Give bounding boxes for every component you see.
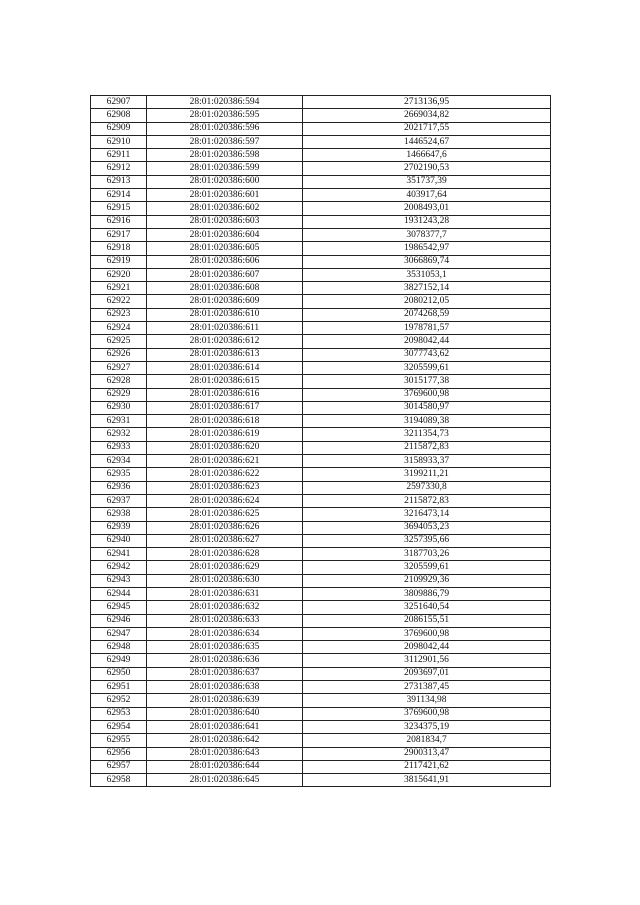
- row-number-cell: 62926: [91, 348, 147, 361]
- cadastral-number-cell: 28:01:020386:601: [147, 189, 303, 202]
- cadastral-number-cell: 28:01:020386:605: [147, 242, 303, 255]
- row-number-cell: 62923: [91, 308, 147, 321]
- cadastral-number-cell: 28:01:020386:637: [147, 667, 303, 680]
- table-row: [91, 175, 551, 188]
- table-row: [91, 654, 551, 667]
- cadastral-number-cell: 28:01:020386:630: [147, 574, 303, 587]
- cadastral-number-cell: 28:01:020386:604: [147, 228, 303, 241]
- cadastral-number-cell: 28:01:020386:627: [147, 534, 303, 547]
- cadastral-value-cell: 2098042,44: [303, 641, 551, 654]
- row-number-cell: 62932: [91, 428, 147, 441]
- row-number-cell: 62941: [91, 548, 147, 561]
- cadastral-value-cell: 3531053,1: [303, 268, 551, 281]
- row-number-cell: 62936: [91, 481, 147, 494]
- row-number-cell: 62938: [91, 508, 147, 521]
- row-number-cell: 62909: [91, 122, 147, 135]
- cadastral-number-cell: 28:01:020386:624: [147, 494, 303, 507]
- cadastral-number-cell: 28:01:020386:609: [147, 295, 303, 308]
- cadastral-number-cell: 28:01:020386:597: [147, 135, 303, 148]
- table-row: [91, 361, 551, 374]
- cadastral-number-cell: 28:01:020386:613: [147, 348, 303, 361]
- cadastral-number-cell: 28:01:020386:596: [147, 122, 303, 135]
- cadastral-value-cell: 3077743,62: [303, 348, 551, 361]
- row-number-cell: 62922: [91, 295, 147, 308]
- row-number-cell: 62921: [91, 282, 147, 295]
- cadastral-number-cell: 28:01:020386:595: [147, 109, 303, 122]
- table-row: [91, 109, 551, 122]
- cadastral-number-cell: 28:01:020386:633: [147, 614, 303, 627]
- table-row: [91, 521, 551, 534]
- table-row: [91, 202, 551, 215]
- table-row: [91, 494, 551, 507]
- cadastral-number-cell: 28:01:020386:603: [147, 215, 303, 228]
- cadastral-number-cell: 28:01:020386:626: [147, 521, 303, 534]
- cadastral-number-cell: 28:01:020386:625: [147, 508, 303, 521]
- cadastral-value-cell: 2115872,83: [303, 494, 551, 507]
- cadastral-number-cell: 28:01:020386:631: [147, 587, 303, 600]
- cadastral-value-cell: 3216473,14: [303, 508, 551, 521]
- cadastral-value-cell: 403917,64: [303, 189, 551, 202]
- cadastral-number-cell: 28:01:020386:616: [147, 388, 303, 401]
- cadastral-value-cell: 2669034,82: [303, 109, 551, 122]
- cadastral-value-cell: 2597330,8: [303, 481, 551, 494]
- cadastral-value-cell: 1446524,67: [303, 135, 551, 148]
- cadastral-number-cell: 28:01:020386:638: [147, 681, 303, 694]
- table-body: [91, 96, 551, 787]
- row-number-cell: 62930: [91, 401, 147, 414]
- table-row: [91, 295, 551, 308]
- cadastral-number-cell: 28:01:020386:632: [147, 601, 303, 614]
- row-number-cell: 62933: [91, 441, 147, 454]
- table-row: [91, 242, 551, 255]
- cadastral-value-cell: 2117421,62: [303, 760, 551, 773]
- row-number-cell: 62916: [91, 215, 147, 228]
- cadastral-value-cell: 2115872,83: [303, 441, 551, 454]
- cadastral-value-cell: 3257395,66: [303, 534, 551, 547]
- cadastral-number-cell: 28:01:020386:629: [147, 561, 303, 574]
- cadastral-number-cell: 28:01:020386:618: [147, 415, 303, 428]
- row-number-cell: 62910: [91, 135, 147, 148]
- row-number-cell: 62954: [91, 720, 147, 733]
- table-row: [91, 587, 551, 600]
- cadastral-value-cell: 1978781,57: [303, 322, 551, 335]
- cadastral-number-cell: 28:01:020386:617: [147, 401, 303, 414]
- row-number-cell: 62914: [91, 189, 147, 202]
- cadastral-value-cell: 1466647,6: [303, 149, 551, 162]
- table-row: [91, 415, 551, 428]
- cadastral-number-cell: 28:01:020386:607: [147, 268, 303, 281]
- cadastral-number-cell: 28:01:020386:612: [147, 335, 303, 348]
- table-row: [91, 681, 551, 694]
- cadastral-value-cell: 2093697,01: [303, 667, 551, 680]
- cadastral-number-cell: 28:01:020386:614: [147, 361, 303, 374]
- cadastral-value-cell: 1931243,28: [303, 215, 551, 228]
- row-number-cell: 62939: [91, 521, 147, 534]
- cadastral-value-table: [90, 95, 551, 787]
- table-row: [91, 734, 551, 747]
- row-number-cell: 62928: [91, 375, 147, 388]
- row-number-cell: 62950: [91, 667, 147, 680]
- row-number-cell: 62931: [91, 415, 147, 428]
- row-number-cell: 62925: [91, 335, 147, 348]
- cadastral-value-cell: 3066869,74: [303, 255, 551, 268]
- row-number-cell: 62934: [91, 455, 147, 468]
- cadastral-value-cell: 3194089,38: [303, 415, 551, 428]
- cadastral-value-cell: 2731387,45: [303, 681, 551, 694]
- cadastral-number-cell: 28:01:020386:640: [147, 707, 303, 720]
- table-row: [91, 215, 551, 228]
- row-number-cell: 62946: [91, 614, 147, 627]
- row-number-cell: 62937: [91, 494, 147, 507]
- cadastral-number-cell: 28:01:020386:642: [147, 734, 303, 747]
- table-row: [91, 627, 551, 640]
- cadastral-number-cell: 28:01:020386:608: [147, 282, 303, 295]
- cadastral-value-cell: 3769600,98: [303, 627, 551, 640]
- cadastral-number-cell: 28:01:020386:619: [147, 428, 303, 441]
- row-number-cell: 62958: [91, 774, 147, 787]
- cadastral-number-cell: 28:01:020386:636: [147, 654, 303, 667]
- cadastral-value-cell: 3014580,97: [303, 401, 551, 414]
- row-number-cell: 62953: [91, 707, 147, 720]
- table-row: [91, 375, 551, 388]
- cadastral-number-cell: 28:01:020386:621: [147, 455, 303, 468]
- row-number-cell: 62911: [91, 149, 147, 162]
- row-number-cell: 62956: [91, 747, 147, 760]
- row-number-cell: 62942: [91, 561, 147, 574]
- cadastral-value-cell: 3769600,98: [303, 388, 551, 401]
- cadastral-value-cell: 2098042,44: [303, 335, 551, 348]
- cadastral-value-cell: 3015177,38: [303, 375, 551, 388]
- cadastral-value-cell: 3199211,21: [303, 468, 551, 481]
- table-row: [91, 508, 551, 521]
- table-row: [91, 455, 551, 468]
- table-row: [91, 282, 551, 295]
- row-number-cell: 62908: [91, 109, 147, 122]
- table-row: [91, 135, 551, 148]
- table-row: [91, 348, 551, 361]
- table-row: [91, 614, 551, 627]
- cadastral-value-cell: 3112901,56: [303, 654, 551, 667]
- row-number-cell: 62915: [91, 202, 147, 215]
- row-number-cell: 62919: [91, 255, 147, 268]
- cadastral-number-cell: 28:01:020386:615: [147, 375, 303, 388]
- cadastral-number-cell: 28:01:020386:598: [147, 149, 303, 162]
- table-row: [91, 534, 551, 547]
- cadastral-value-cell: 2081834,7: [303, 734, 551, 747]
- cadastral-number-cell: 28:01:020386:611: [147, 322, 303, 335]
- cadastral-number-cell: 28:01:020386:639: [147, 694, 303, 707]
- cadastral-number-cell: 28:01:020386:600: [147, 175, 303, 188]
- table-row: [91, 747, 551, 760]
- table-row: [91, 401, 551, 414]
- row-number-cell: 62912: [91, 162, 147, 175]
- row-number-cell: 62929: [91, 388, 147, 401]
- row-number-cell: 62945: [91, 601, 147, 614]
- cadastral-number-cell: 28:01:020386:606: [147, 255, 303, 268]
- cadastral-number-cell: 28:01:020386:634: [147, 627, 303, 640]
- row-number-cell: 62935: [91, 468, 147, 481]
- cadastral-value-cell: 2702190,53: [303, 162, 551, 175]
- cadastral-number-cell: 28:01:020386:623: [147, 481, 303, 494]
- cadastral-value-cell: 391134,98: [303, 694, 551, 707]
- cadastral-number-cell: 28:01:020386:635: [147, 641, 303, 654]
- cadastral-value-cell: 3187703,26: [303, 548, 551, 561]
- row-number-cell: 62917: [91, 228, 147, 241]
- table-row: [91, 335, 551, 348]
- cadastral-number-cell: 28:01:020386:620: [147, 441, 303, 454]
- cadastral-value-cell: 2008493,01: [303, 202, 551, 215]
- cadastral-value-cell: 3827152,14: [303, 282, 551, 295]
- row-number-cell: 62927: [91, 361, 147, 374]
- table-row: [91, 481, 551, 494]
- cadastral-value-cell: 3694053,23: [303, 521, 551, 534]
- cadastral-number-cell: 28:01:020386:594: [147, 96, 303, 109]
- row-number-cell: 62920: [91, 268, 147, 281]
- table-row: [91, 122, 551, 135]
- table-row: [91, 774, 551, 787]
- cadastral-value-cell: 3815641,91: [303, 774, 551, 787]
- cadastral-value-cell: 2086155,51: [303, 614, 551, 627]
- row-number-cell: 62943: [91, 574, 147, 587]
- table-row: [91, 641, 551, 654]
- cadastral-value-cell: 3251640,54: [303, 601, 551, 614]
- cadastral-value-cell: 3769600,98: [303, 707, 551, 720]
- table-row: [91, 255, 551, 268]
- row-number-cell: 62947: [91, 627, 147, 640]
- row-number-cell: 62952: [91, 694, 147, 707]
- cadastral-value-cell: 3809886,79: [303, 587, 551, 600]
- table-row: [91, 308, 551, 321]
- row-number-cell: 62949: [91, 654, 147, 667]
- cadastral-value-cell: 3205599,61: [303, 361, 551, 374]
- cadastral-number-cell: 28:01:020386:602: [147, 202, 303, 215]
- cadastral-number-cell: 28:01:020386:622: [147, 468, 303, 481]
- cadastral-value-cell: 2074268,59: [303, 308, 551, 321]
- cadastral-value-cell: 3234375,19: [303, 720, 551, 733]
- table-row: [91, 149, 551, 162]
- table-row: [91, 601, 551, 614]
- cadastral-value-cell: 2021717,55: [303, 122, 551, 135]
- table-row: [91, 574, 551, 587]
- table-row: [91, 96, 551, 109]
- table-row: [91, 322, 551, 335]
- cadastral-value-cell: 3158933,37: [303, 455, 551, 468]
- cadastral-value-cell: 2713136,95: [303, 96, 551, 109]
- cadastral-number-cell: 28:01:020386:599: [147, 162, 303, 175]
- table-row: [91, 268, 551, 281]
- cadastral-number-cell: 28:01:020386:610: [147, 308, 303, 321]
- table-row: [91, 189, 551, 202]
- row-number-cell: 62957: [91, 760, 147, 773]
- row-number-cell: 62951: [91, 681, 147, 694]
- cadastral-value-cell: 3205599,61: [303, 561, 551, 574]
- table-row: [91, 388, 551, 401]
- row-number-cell: 62924: [91, 322, 147, 335]
- table-row: [91, 428, 551, 441]
- cadastral-number-cell: 28:01:020386:641: [147, 720, 303, 733]
- table-row: [91, 561, 551, 574]
- cadastral-value-cell: 3211354,73: [303, 428, 551, 441]
- cadastral-number-cell: 28:01:020386:628: [147, 548, 303, 561]
- row-number-cell: 62948: [91, 641, 147, 654]
- cadastral-value-cell: 2109929,36: [303, 574, 551, 587]
- table-row: [91, 162, 551, 175]
- cadastral-value-cell: 1986542,97: [303, 242, 551, 255]
- cadastral-value-cell: 2900313,47: [303, 747, 551, 760]
- row-number-cell: 62918: [91, 242, 147, 255]
- table-row: [91, 667, 551, 680]
- row-number-cell: 62907: [91, 96, 147, 109]
- row-number-cell: 62944: [91, 587, 147, 600]
- cadastral-value-cell: 3078377,7: [303, 228, 551, 241]
- table-row: [91, 694, 551, 707]
- table-row: [91, 707, 551, 720]
- row-number-cell: 62913: [91, 175, 147, 188]
- table-row: [91, 228, 551, 241]
- table-row: [91, 720, 551, 733]
- table-row: [91, 468, 551, 481]
- row-number-cell: 62940: [91, 534, 147, 547]
- table-row: [91, 760, 551, 773]
- table-row: [91, 548, 551, 561]
- row-number-cell: 62955: [91, 734, 147, 747]
- cadastral-value-cell: 351737,39: [303, 175, 551, 188]
- cadastral-number-cell: 28:01:020386:644: [147, 760, 303, 773]
- table-row: [91, 441, 551, 454]
- cadastral-value-cell: 2080212,05: [303, 295, 551, 308]
- cadastral-number-cell: 28:01:020386:645: [147, 774, 303, 787]
- cadastral-number-cell: 28:01:020386:643: [147, 747, 303, 760]
